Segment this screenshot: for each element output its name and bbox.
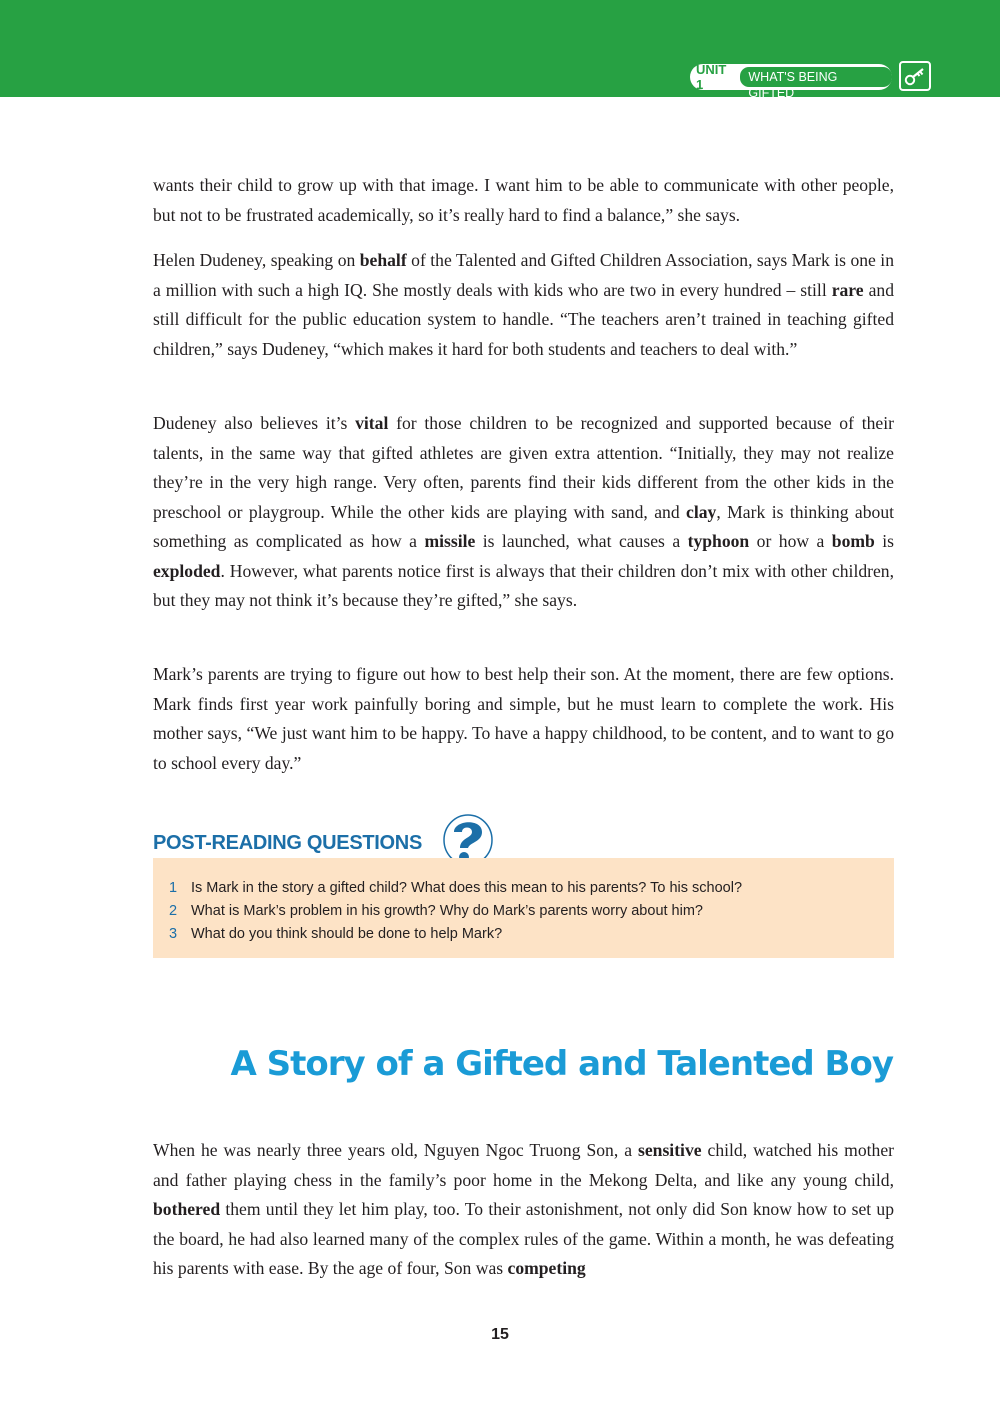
body-paragraph: Mark’s parents are trying to figure out how to best help their son. At the moment, there are few options. Mark finds first year work painfully boring and simple, but he must learn to complete the work. His mother says, “We just want him to be happy. To have a happy childhood, to be content, and to want to go to school every day.” xyxy=(153,664,894,773)
vocab-word: behalf xyxy=(359,250,407,270)
vocab-word: bomb xyxy=(831,531,875,551)
unit-title: WHAT'S BEING GIFTED xyxy=(740,67,892,87)
body-paragraph: wants their child to grow up with that image. I want him to be able to communicate with other people, but not to be frustrated academically, so it’s really hard to find a balance,” she says. xyxy=(153,175,894,225)
header-bar xyxy=(0,0,1000,100)
story-paragraph: When he was nearly three years old, Nguyen Ngoc Truong Son, a sensitive child, watched his mother and father playing chess in the family’s poor home in the Mekong Delta, and like any young child, bothered them until they let him play, too. To their astonishment, not only did Son know how to set up the board, he had also learned many of the complex rules of the game. Within a month, he was defeating his parents with ease. By the age of four, Son was competing xyxy=(153,1140,894,1278)
vocab-word: clay xyxy=(686,501,717,522)
vocab-word: vital xyxy=(355,413,389,433)
post-reading-title: POST-READING QUESTIONS xyxy=(153,832,422,854)
questions-box xyxy=(153,858,894,958)
vocab-word: sensitive xyxy=(638,1140,702,1160)
vocab-word: exploded xyxy=(153,560,221,581)
vocab-word: rare xyxy=(831,279,864,300)
body-paragraph: Dudeney also believes it’s vital for those children to be recognized and supported because of their talents, in the same way that gifted athletes are given extra attention. “Initially, they may not realize they’re in the very high range. Very often, parents find their kids different from the other kids in the preschool or playgroup. While the other kids are playing with sand, and clay, Mark is thinking about something as complicated as how a missile is launched, what causes a typhoon or how a bomb is exploded. However, what parents notice first is always that their children don’t mix with other children, but they may not think it’s because they’re gifted,” she says. xyxy=(153,413,895,610)
question-item: 1 Is Mark in the story a gifted child? What does this mean to his parents? To his school? xyxy=(169,880,743,896)
page-number: 15 xyxy=(491,1326,509,1343)
key-icon xyxy=(899,61,931,91)
unit-label: UNIT 1 xyxy=(696,62,727,92)
question-item: 3 What do you think should be done to help Mark? xyxy=(169,926,503,942)
body-paragraph: Helen Dudeney, speaking on behalf of the Talented and Gifted Children Association, says Mark is one in a million with such a high IQ. She mostly deals with kids who are two in every hundred – still rare and still difficult for the public education system to handle. “The teachers aren’t trained in teaching gifted children,” says Dudeney, “which makes it hard for both students and teachers to deal with.” xyxy=(153,250,894,359)
vocab-word: typhoon xyxy=(687,531,750,551)
vocab-word: missile xyxy=(424,531,476,551)
question-item: 2 What is Mark’s problem in his growth? Why do Mark’s parents worry about him? xyxy=(169,903,703,919)
vocab-word: competing xyxy=(507,1258,586,1278)
story-title: A Story of a Gifted and Talented Boy xyxy=(230,1044,893,1084)
unit-badge xyxy=(690,62,892,100)
vocab-word: bothered xyxy=(153,1199,221,1219)
